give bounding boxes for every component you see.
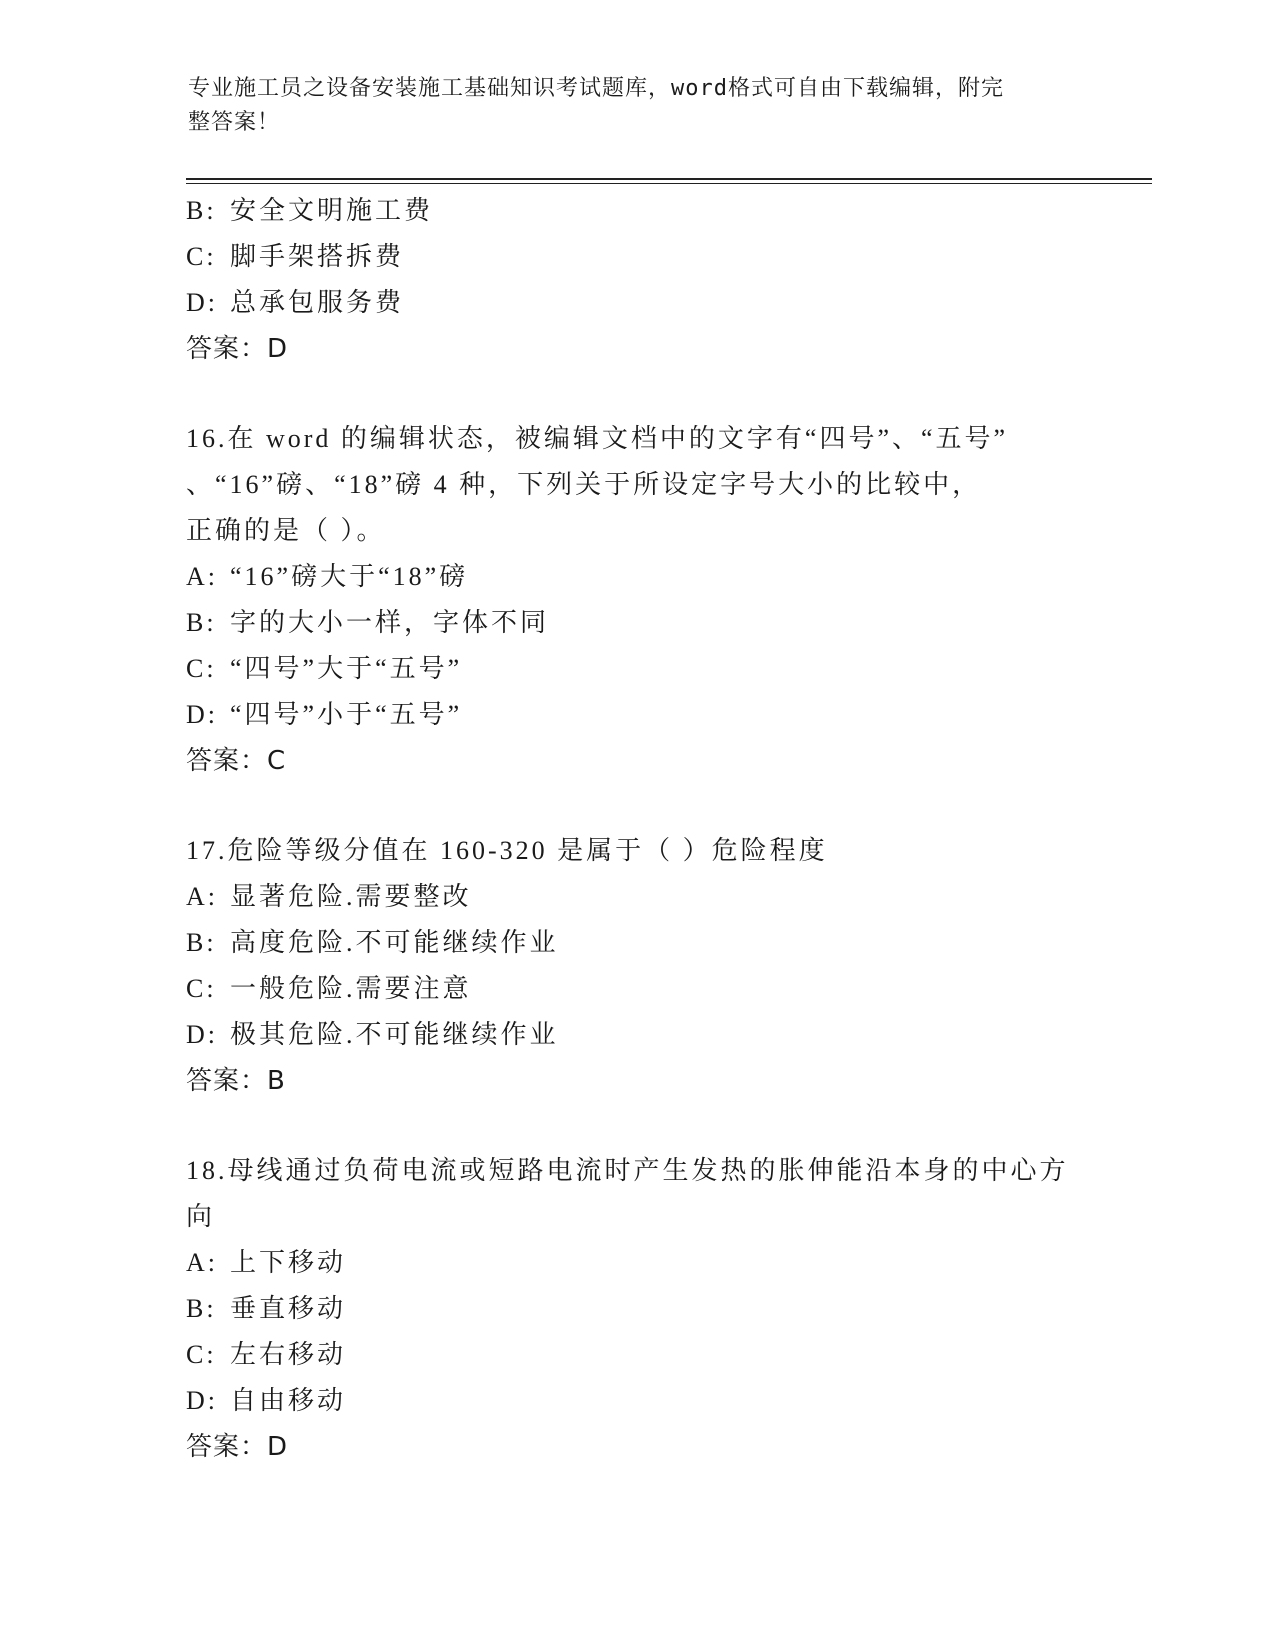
option-c: C: 左右移动	[186, 1340, 347, 1369]
answer-line: 答案：B	[186, 1066, 286, 1096]
answer-line: 答案：D	[186, 334, 289, 364]
question-17	[186, 828, 1086, 1104]
option-d: D: 总承包服务费	[186, 288, 405, 317]
question-18	[186, 1148, 1086, 1470]
document-header	[188, 72, 1068, 140]
question-text: 16.在 word 的编辑状态，被编辑文档中的文字有“四号”、“五号”	[186, 424, 1009, 453]
option-b: B: 垂直移动	[186, 1294, 347, 1323]
option-a: A: 上下移动	[186, 1248, 347, 1277]
header-divider-thin	[186, 183, 1152, 184]
question-15-continuation	[186, 188, 1086, 372]
header-line-2: 整答案！	[188, 110, 281, 135]
question-text: 、“16”磅、“18”磅 4 种，下列关于所设定字号大小的比较中，	[186, 470, 982, 499]
answer-line: 答案：D	[186, 1432, 289, 1462]
option-b: B: 安全文明施工费	[186, 196, 434, 225]
option-d: D: “四号”小于“五号”	[186, 700, 463, 729]
option-b: B: 高度危险.不可能继续作业	[186, 928, 559, 957]
document-body	[186, 188, 1086, 1470]
option-c: C: 一般危险.需要注意	[186, 974, 472, 1003]
option-c: C: “四号”大于“五号”	[186, 654, 463, 683]
option-c: C: 脚手架搭拆费	[186, 242, 405, 271]
question-text: 正确的是（ ）。	[186, 516, 386, 545]
option-b: B: 字的大小一样，字体不同	[186, 608, 550, 637]
question-16	[186, 416, 1086, 784]
option-a: A: “16”磅大于“18”磅	[186, 562, 469, 591]
option-a: A: 显著危险.需要整改	[186, 882, 472, 911]
header-divider-thick	[186, 178, 1152, 180]
question-text: 17.危险等级分值在 160-320 是属于（ ）危险程度	[186, 836, 828, 865]
question-text: 18.母线通过负荷电流或短路电流时产生发热的胀伸能沿本身的中心方	[186, 1156, 1069, 1185]
header-line-1: 专业施工员之设备安装施工基础知识考试题库，word格式可自由下载编辑，附完	[188, 76, 1004, 101]
option-d: D: 自由移动	[186, 1386, 347, 1415]
answer-line: 答案：C	[186, 746, 287, 776]
option-d: D: 极其危险.不可能继续作业	[186, 1020, 559, 1049]
question-text: 向	[186, 1202, 216, 1231]
